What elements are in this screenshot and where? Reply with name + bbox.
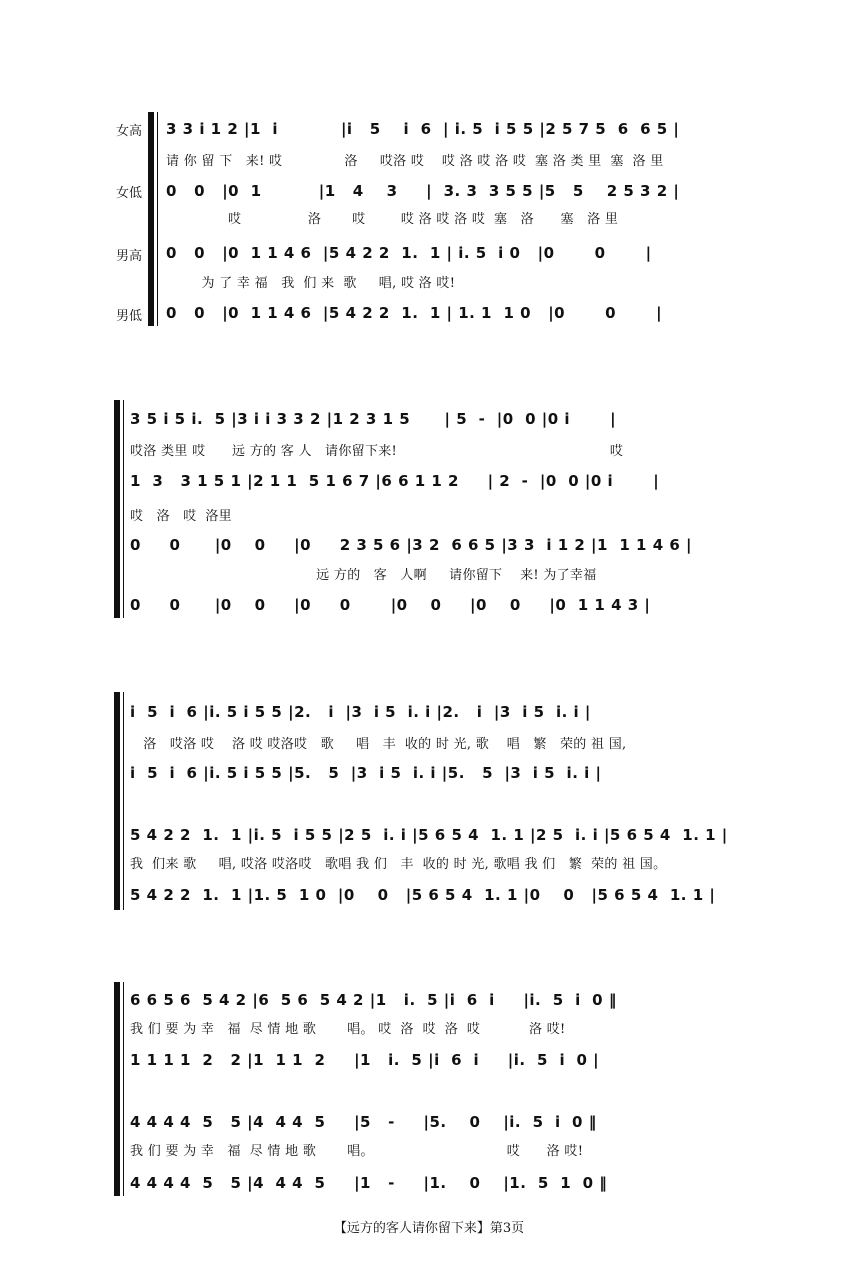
voice-label-soprano: 女高 — [116, 124, 143, 139]
lyric-row-tenor: 为 了 幸 福 我 们 来 歌 唱, 哎 洛 哎! — [166, 276, 456, 291]
staff-row-alto: 1 1 1 1 2 2 |1 1 1 2 |1 i. 5 |i 6 i |i. 5 i 0 | — [130, 1051, 600, 1069]
lyric-row-tenor: 我 们来 歌 唱, 哎洛 哎洛哎 歌唱 我 们 丰 收的 时 光, 歌唱 我 们 繁 荣的 祖 国。 — [130, 857, 667, 872]
voice-label-bass: 男低 — [116, 309, 143, 324]
system-bracket — [114, 982, 120, 1196]
system-bracket-line — [123, 982, 124, 1196]
system-bracket-line — [157, 112, 158, 326]
staff-row-alto: 0 0 |0 1 |1 4 3 | 3. 3 3 5 5 |5 5 2 5 3 2 | — [166, 182, 680, 200]
lyric-row-tenor: 远 方的 客 人啊 请你留下 来! 为了幸福 — [130, 568, 597, 583]
voice-label-alto: 女低 — [116, 186, 143, 201]
staff-row-bass: 0 0 |0 1 1 4 6 |5 4 2 2 1. 1 | 1. 1 1 0 |0 0 | — [166, 304, 663, 322]
staff-row-bass: 0 0 |0 0 |0 0 |0 0 |0 0 |0 1 1 4 3 | — [130, 596, 651, 614]
lyric-row-soprano: 请 你 留 下 来! 哎 洛 哎洛 哎 哎 洛 哎 洛 哎 塞 洛 类 里 塞 洛 里 — [166, 154, 664, 169]
system-bracket — [114, 692, 120, 910]
lyric-row-alto: 哎 洛 哎 哎 洛 哎 洛 哎 塞 洛 塞 洛 里 — [166, 212, 619, 227]
lyric-row-soprano: 我 们 要 为 幸 福 尽 情 地 歌 唱。 哎 洛 哎 洛 哎 洛 哎! — [130, 1022, 566, 1037]
lyric-row-alto: 哎 洛 哎 洛里 — [130, 509, 232, 524]
staff-row-tenor: 4 4 4 4 5 5 |4 4 4 5 |5 - |5. 0 |i. 5 i 0 ‖ — [130, 1113, 597, 1131]
lyric-row-tenor: 我 们 要 为 幸 福 尽 情 地 歌 唱。 哎 洛 哎! — [130, 1144, 584, 1159]
system-bracket — [148, 112, 154, 326]
system-bracket-line — [123, 400, 124, 618]
staff-row-tenor: 5 4 2 2 1. 1 |i. 5 i 5 5 |2 5 i. i |5 6 5 4 1. 1 |2 5 i. i |5 6 5 4 1. 1 | — [130, 826, 728, 844]
staff-row-bass: 4 4 4 4 5 5 |4 4 4 5 |1 - |1. 0 |1. 5 1 0 ‖ — [130, 1174, 608, 1192]
staff-row-alto: i 5 i 6 |i. 5 i 5 5 |5. 5 |3 i 5 i. i |5. 5 |3 i 5 i. i | — [130, 764, 602, 782]
staff-row-soprano: i 5 i 6 |i. 5 i 5 5 |2. i |3 i 5 i. i |2. i |3 i 5 i. i | — [130, 703, 591, 721]
system-bracket — [114, 400, 120, 618]
voice-label-tenor: 男高 — [116, 249, 143, 264]
page-footer: 【远方的客人请你留下来】第3页 — [333, 1221, 525, 1236]
staff-row-soprano: 6 6 5 6 5 4 2 |6 5 6 5 4 2 |1 i. 5 |i 6 i |i. 5 i 0 ‖ — [130, 991, 617, 1009]
staff-row-alto: 1 3 3 1 5 1 |2 1 1 5 1 6 7 |6 6 1 1 2 | 2 - |0 0 |0 i | — [130, 472, 660, 490]
staff-row-bass: 5 4 2 2 1. 1 |1. 5 1 0 |0 0 |5 6 5 4 1. 1 |0 0 |5 6 5 4 1. 1 | — [130, 886, 716, 904]
system-bracket-line — [123, 692, 124, 910]
staff-row-soprano: 3 5 i 5 i. 5 |3 i i 3 3 2 |1 2 3 1 5 | 5 - |0 0 |0 i | — [130, 410, 617, 428]
staff-row-tenor: 0 0 |0 1 1 4 6 |5 4 2 2 1. 1 | i. 5 i 0 |0 0 | — [166, 244, 652, 262]
staff-row-tenor: 0 0 |0 0 |0 2 3 5 6 |3 2 6 6 5 |3 3 i 1 2 |1 1 1 4 6 | — [130, 536, 693, 554]
staff-row-soprano: 3 3 i 1 2 |1 i |i 5 i 6 | i. 5 i 5 5 |2 5 7 5 6 6 5 | — [166, 120, 680, 138]
lyric-row-soprano: 洛 哎洛 哎 洛 哎 哎洛哎 歌 唱 丰 收的 时 光, 歌 唱 繁 荣的 祖 国, — [130, 737, 627, 752]
lyric-row-soprano: 哎洛 类里 哎 远 方的 客 人 请你留下来! 哎 — [130, 444, 624, 459]
